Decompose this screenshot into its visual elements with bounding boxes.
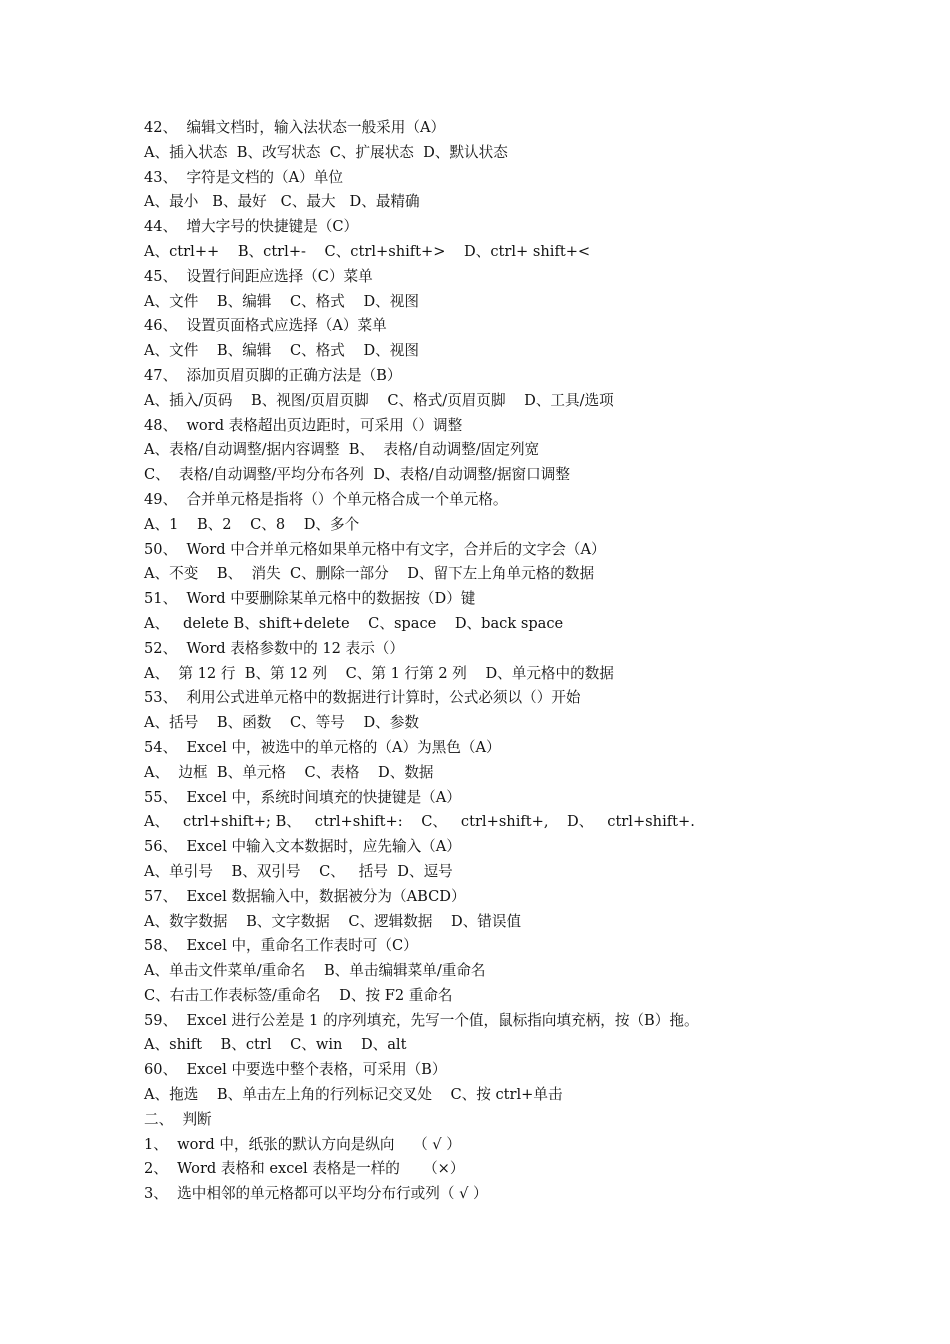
text-line: 46、 设置页面格式应选择（A）菜单 xyxy=(144,317,387,335)
text-line: A、拖选 B、单击左上角的行列标记交叉处 C、按 ctrl+单击 xyxy=(144,1086,563,1104)
text-line: A、 ctrl+shift+; B、 ctrl+shift+: C、 ctrl+shift+, D、 ctrl+shift+. xyxy=(144,813,695,831)
text-line: 53、 利用公式进单元格中的数据进行计算时，公式必须以（）开始 xyxy=(144,689,581,707)
text-line: A、插入状态 B、改写状态 C、扩展状态 D、默认状态 xyxy=(144,143,508,161)
text-line: A、插入/页码 B、视图/页眉页脚 C、格式/页眉页脚 D、工具/选项 xyxy=(144,391,614,409)
text-line: 45、 设置行间距应选择（C）菜单 xyxy=(144,267,373,285)
text-line: C、 表格/自动调整/平均分布各列 D、表格/自动调整/据窗口调整 xyxy=(144,466,570,484)
text-line: 二、 判断 xyxy=(144,1110,212,1128)
text-line: 43、 字符是文档的（A）单位 xyxy=(144,168,343,186)
text-line: A、括号 B、函数 C、等号 D、参数 xyxy=(144,714,419,732)
document-body xyxy=(144,116,924,1207)
text-line: 49、 合并单元格是指将（）个单元格合成一个单元格。 xyxy=(144,490,508,508)
text-line: A、不变 B、 消失 C、删除一部分 D、留下左上角单元格的数据 xyxy=(144,565,595,583)
text-line: 58、 Excel 中，重命名工作表时可（C） xyxy=(144,937,418,955)
text-line: 55、 Excel 中，系统时间填充的快捷键是（A） xyxy=(144,788,461,806)
text-line: 3、 选中相邻的单元格都可以平均分布行或列（ √ ） xyxy=(144,1185,488,1203)
text-line: 59、 Excel 进行公差是 1 的序列填充，先写一个值，鼠标指向填充柄，按（B）拖。 xyxy=(144,1011,699,1029)
text-line: A、文件 B、编辑 C、格式 D、视图 xyxy=(144,342,419,360)
text-line: 57、 Excel 数据输入中，数据被分为（ABCD） xyxy=(144,887,466,905)
text-line: 52、 Word 表格参数中的 12 表示（） xyxy=(144,639,404,657)
text-line: A、最小 B、最好 C、最大 D、最精确 xyxy=(144,193,420,211)
text-line: 50、 Word 中合并单元格如果单元格中有文字，合并后的文字会（A） xyxy=(144,540,606,558)
text-line: A、 边框 B、单元格 C、表格 D、数据 xyxy=(144,763,434,781)
text-line: A、数字数据 B、文字数据 C、逻辑数据 D、错误值 xyxy=(144,912,522,930)
text-line: 60、 Excel 中要选中整个表格，可采用（B） xyxy=(144,1061,447,1079)
text-line: 47、 添加页眉页脚的正确方法是（B） xyxy=(144,366,402,384)
text-line: A、单击文件菜单/重命名 B、单击编辑菜单/重命名 xyxy=(144,962,486,980)
text-line: 48、 word 表格超出页边距时，可采用（）调整 xyxy=(144,416,463,434)
text-line: 1、 word 中，纸张的默认方向是纵向 （ √ ） xyxy=(144,1135,461,1153)
text-line: A、1 B、2 C、8 D、多个 xyxy=(144,515,360,533)
text-line: 54、 Excel 中，被选中的单元格的（A）为黑色（A） xyxy=(144,738,501,756)
text-line: 56、 Excel 中输入文本数据时，应先输入（A） xyxy=(144,838,461,856)
text-line: A、文件 B、编辑 C、格式 D、视图 xyxy=(144,292,419,310)
text-line: 51、 Word 中要删除某单元格中的数据按（D）键 xyxy=(144,590,476,608)
text-line: 2、 Word 表格和 excel 表格是一样的 （×） xyxy=(144,1160,465,1178)
text-line: A、 第 12 行 B、第 12 列 C、第 1 行第 2 列 D、单元格中的数据 xyxy=(144,664,614,682)
text-line: A、单引号 B、双引号 C、 括号 D、逗号 xyxy=(144,862,453,880)
text-line: A、 delete B、shift+delete C、space D、back space xyxy=(144,614,564,632)
text-line: A、ctrl++ B、ctrl+- C、ctrl+shift+> D、ctrl+ shift+< xyxy=(144,242,591,260)
text-line: 44、 增大字号的快捷键是（C） xyxy=(144,218,359,236)
text-line: C、右击工作表标签/重命名 D、按 F2 重命名 xyxy=(144,986,453,1004)
text-line: 42、 编辑文档时，输入法状态一般采用（A） xyxy=(144,119,446,136)
text-line: A、shift B、ctrl C、win D、alt xyxy=(144,1036,407,1054)
text-line: A、表格/自动调整/据内容调整 B、 表格/自动调整/固定列宽 xyxy=(144,441,540,459)
